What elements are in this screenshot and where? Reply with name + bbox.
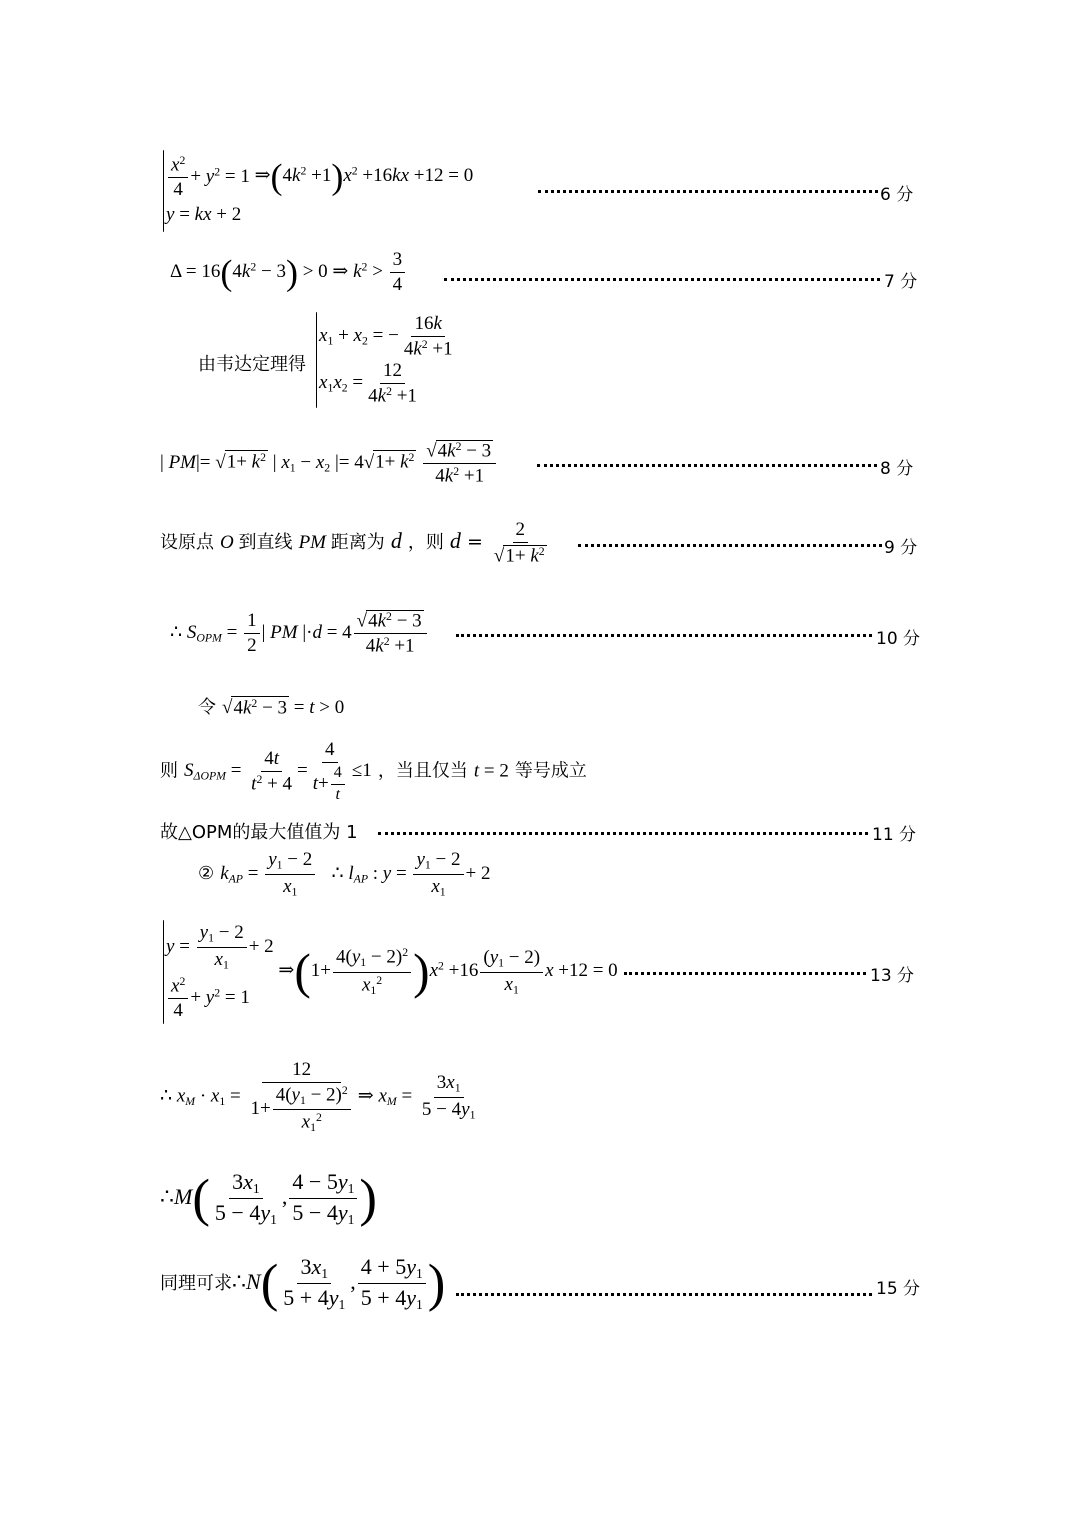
score-label: 11 分 — [872, 825, 917, 845]
leader-dots — [537, 464, 877, 467]
step-6-formula: $\frac{x^2}{4}$ + $y^2 = 1$ y = kx + 2 $\Rightarrow(4k^2 +1)x^2 +16kx +12 = 0$ — [163, 150, 473, 232]
left-brace — [316, 312, 317, 408]
equation-system: $\frac{x^2}{4}$ + $y^2 = 1$ y = kx + 2 — [166, 153, 250, 226]
step-15-formula: 同理可求∴N( $\frac{3x_1}{5 + 4y_1}$ , $\frac{4 + 5y_1}{5 + 4y_1}$ ) — [160, 1254, 446, 1313]
score-label: 15 分 — [876, 1279, 921, 1299]
text-segment: 等号成立 — [514, 760, 587, 782]
leader-dots — [444, 278, 880, 281]
kap-formula: ② $k_{AP}$ = $\frac{y_1 - 2}{x_1}$ ∴ $l_{AP}$ : y = $\frac{y_1 - 2}{x_1}$ + 2 — [198, 849, 491, 899]
score-label: 9 分 — [884, 538, 918, 558]
leader-dots — [578, 544, 882, 547]
text-segment: ，则 — [407, 532, 444, 554]
text-segment: 设原点 — [160, 532, 214, 554]
step-10-formula: ∴ $S_{OPM}$ = $\frac{1}{2}$ | PM |·d = 4 $\frac{√4k^2 - 3}{4k^2 +1}$ — [170, 610, 429, 657]
leader-dots — [456, 1293, 872, 1296]
leader-dots — [378, 832, 868, 835]
leader-dots — [456, 634, 872, 637]
xm-formula: ∴ $x_M \cdot x_1$ = 12 1+ $\frac{4(y_1 - 2)^2}{x_1^2}$ ⇒ $x_M$ = $\frac{3x_1}{5 - 4y_1}$ — [160, 1059, 476, 1135]
vieta-formula: $x_1 + x_2$ = − $\frac{16k}{4k^2 +1}$ $x_1x_2$ = $\frac{12}{4k^2 +1}$ — [316, 312, 458, 408]
vieta-label: 由韦达定理得 — [198, 354, 306, 375]
score-label: 8 分 — [880, 459, 914, 479]
step-15-label: 同理可求 — [160, 1272, 232, 1294]
leader-dots — [538, 190, 878, 193]
left-brace — [163, 920, 164, 1024]
score-label: 10 分 — [876, 629, 921, 649]
then-formula: 则 $S_{\Delta OPM}$ = $\frac{4t}{t^2 + 4}$ = 4 t+ $\frac{4}{t}$ ≤1 ，当且仅当 t = 2 等号成立 — [160, 739, 587, 803]
text-segment: ，当且仅当 — [377, 760, 468, 782]
left-brace — [163, 150, 164, 232]
step-13-formula: y = $\frac{y_1 - 2}{x_1}$ + 2 $\frac{x^2}{4}$ + $y^2 = 1$ ⇒(1+ $\frac{4(y_1 - 2)^2}{x_1^2}$ )$x^2 +16$ $\frac{(y_1 - 2)}{x_1}$ x +12 = 0 — [163, 920, 618, 1024]
m-formula: ∴M( $\frac{3x_1}{5 - 4y_1}$ , $\frac{4 - 5y_1}{5 - 4y_1}$ ) — [160, 1169, 378, 1228]
let-label: 令 — [198, 697, 216, 718]
then-label: 则 — [160, 760, 178, 782]
text-segment: 到直线 — [238, 532, 293, 554]
step-7-formula: $\Delta = 16(4k^2 - 3) > 0$ ⇒ $k^2$ > $\frac{3}{4}$ — [170, 250, 407, 295]
step-11-text: 故△OPM的最大值值为 1 — [160, 822, 358, 843]
text-segment: 距离为 — [330, 532, 385, 554]
leader-dots — [624, 972, 866, 975]
step-8-formula: | $PM|= √1+ k^2$ | $x_1 - x_2$ |= $4√1+ k^2$ $\frac{√4k^2 - 3}{4k^2 +1}$ — [160, 440, 498, 487]
circle-2-marker: ② — [198, 862, 215, 884]
score-label: 7 分 — [884, 272, 918, 292]
score-label: 6 分 — [880, 185, 914, 205]
step-9-text: 设原点 O 到直线 PM 距离为 d ，则 d = $\frac{2}{√1+ k^2}$ — [160, 519, 545, 567]
score-label: 13 分 — [870, 966, 915, 986]
let-formula: 令 $√4k^2 - 3 = t > 0$ — [198, 696, 345, 718]
